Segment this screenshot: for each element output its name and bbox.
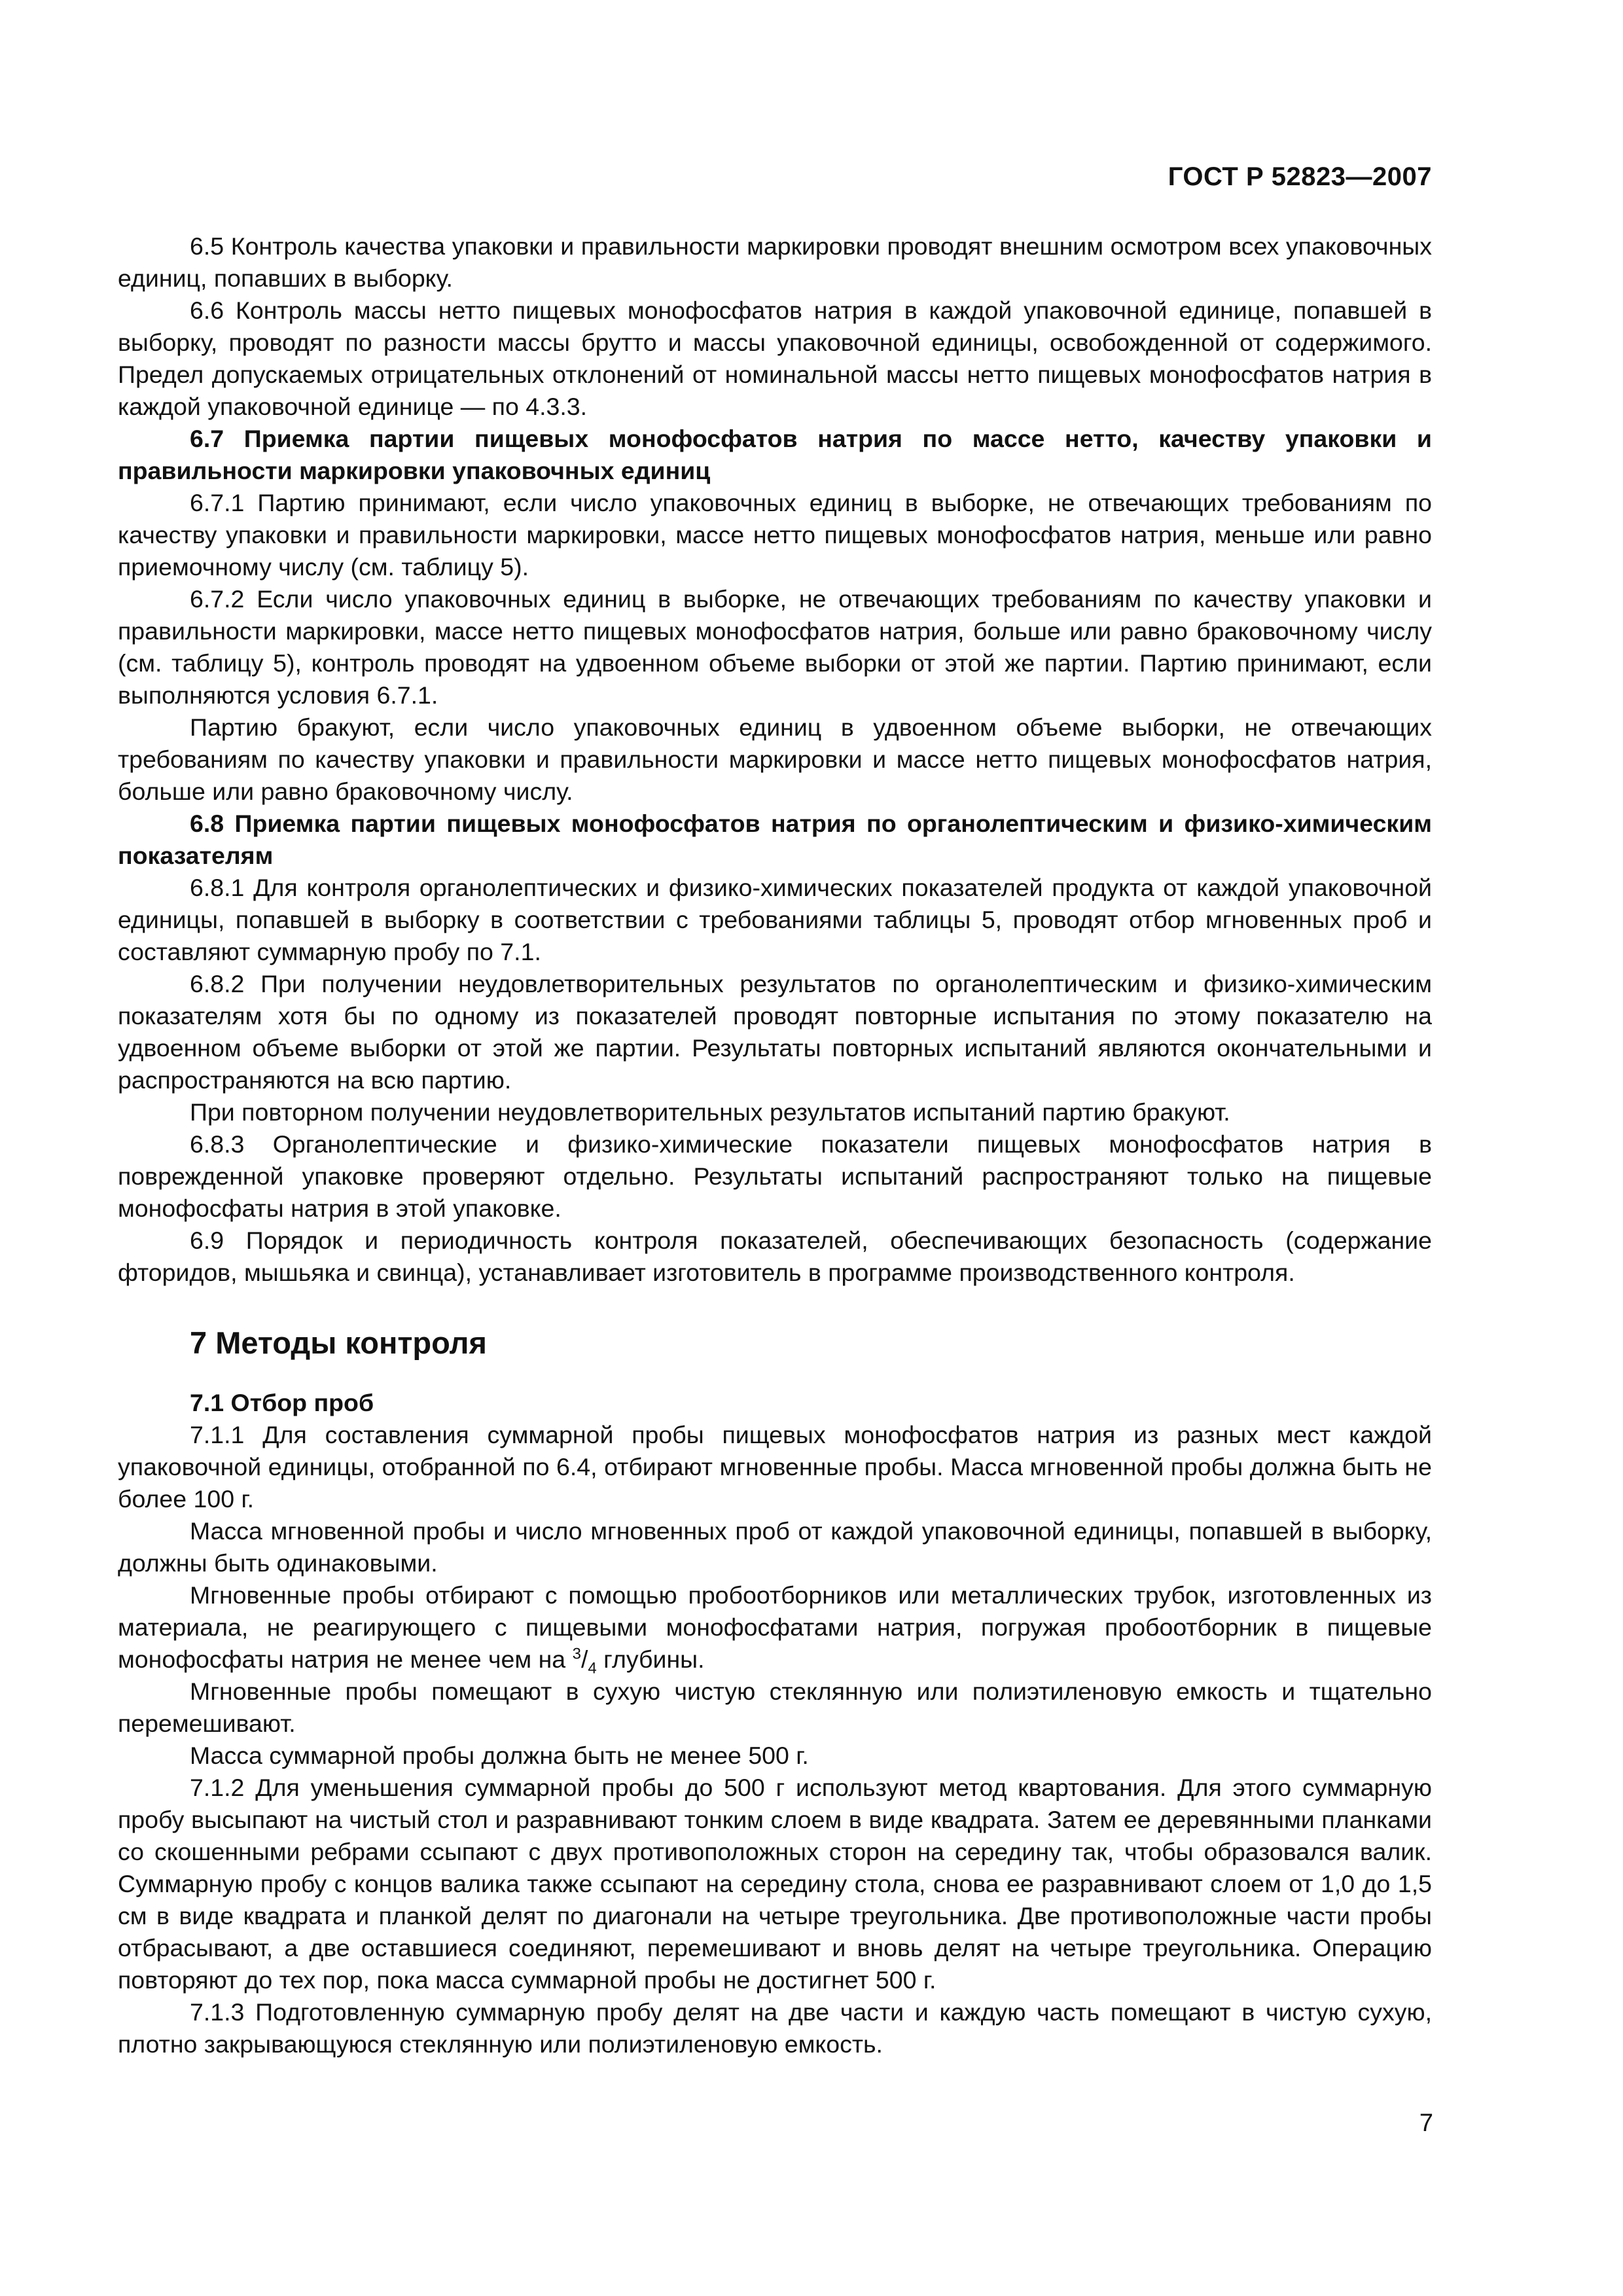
paragraph-p6-8-3: 6.8.3 Органолептические и физико-химические показатели пищевых монофосфатов натрия в поврежденной упаковке проверяют отдельно. Результаты испытаний распространяют только на пищевые монофосфаты натрия в этой упаковке. [118,1130,1432,1222]
paragraph-p6-9: 6.9 Порядок и периодичность контроля показателей, обеспечивающих безопасность (содержание фторидов, мышьяка и свинца), устанавливает изготовитель в программе производственного контроля. [118,1227,1432,1286]
paragraph-7-1-1-c [118,1579,1432,1676]
paragraph-7-1-1-c-text: Мгновенные пробы отбирают с помощью пробоотборников или металлических трубок, изготовленных из материала, не реагирующего с пищевыми монофосфатами натрия, погружая пробоотборник в пищевые монофосфаты натрия не менее чем на [118,1581,1432,1673]
document-code-header: ГОСТ Р 52823—2007 [1168,162,1432,191]
document-body [118,230,1432,2060]
section-6-paragraphs [118,230,1432,1289]
paragraph-p6-5: 6.5 Контроль качества упаковки и правильности маркировки проводят внешним осмотром всех упаковочных единиц, попавших в выборку. [118,232,1432,292]
paragraph-7-1-3: 7.1.3 Подготовленную суммарную пробу делят на две части и каждую часть помещают в чистую сухую, плотно закрывающуюся стеклянную или полиэтиленовую емкость. [118,1998,1432,2058]
paragraph-7-1-1: 7.1.1 Для составления суммарной пробы пищевых монофосфатов натрия из разных мест каждой упаковочной единицы, отобранной по 6.4, отбирают мгновенные пробы. Масса мгновенной пробы должна быть не более 100 г. [118,1421,1432,1513]
paragraph-p6-7-2: 6.7.2 Если число упаковочных единиц в выборке, не отвечающих требованиям по качеству упаковки и правильности маркировки, массе нетто пищевых монофосфатов натрия, больше или равно браковочному числу (см. таблицу 5), контроль проводят на удвоенном объеме выборки от этой же партии. Партию принимают, если выполняются условия 6.7.1. [118,585,1432,709]
paragraph-7-1-1-d: Мгновенные пробы помещают в сухую чистую стеклянную или полиэтиленовую емкость и тщательно перемешивают. [118,1677,1432,1737]
paragraph-7-1-1-b: Масса мгновенной пробы и число мгновенных проб от каждой упаковочной единицы, попавшей в выборку, должны быть одинаковыми. [118,1517,1432,1577]
section-7-title: 7 Методы контроля [190,1325,487,1360]
paragraph-p6-7-2b: Партию бракуют, если число упаковочных единиц в удвоенном объеме выборки, не отвечающих требованиям по качеству упаковки и правильности маркировки и массе нетто пищевых монофосфатов натрия, больше или равно браковочному числу. [118,713,1432,805]
paragraph-7-1-1-c-end: глубины. [596,1645,705,1673]
paragraph-7-1-1-e: Масса суммарной пробы должна быть не менее 500 г. [190,1742,809,1769]
paragraph-p6-6: 6.6 Контроль массы нетто пищевых монофосфатов натрия в каждой упаковочной единице, попавшей в выборку, проводят по разности массы брутто и массы упаковочной единицы, освобожденной от содержимого. Предел допускаемых отрицательных отклонений от номинальной массы нетто пищевых монофосфатов натрия в каждой упаковочной единице — по 4.3.3. [118,296,1432,420]
paragraph-p6-8-1: 6.8.1 Для контроля органолептических и физико-химических показателей продукта от каждой упаковочной единицы, попавшей в выборку в соответствии с требованиями таблицы 5, проводят отбор мгновенных проб и составляют суммарную пробу по 7.1. [118,874,1432,965]
fraction-numerator: 3 [572,1645,581,1663]
subsection-7-1-title: 7.1 Отбор проб [190,1389,374,1416]
paragraph-p6-7-1: 6.7.1 Партию принимают, если число упаковочных единиц в выборке, не отвечающих требованиям по качеству упаковки и правильности маркировки, массе нетто пищевых монофосфатов натрия, меньше или равно приемочному числу (см. таблицу 5). [118,489,1432,581]
paragraph-p6-7: 6.7 Приемка партии пищевых монофосфатов натрия по массе нетто, качеству упаковки и правильности маркировки упаковочных единиц [118,425,1432,484]
paragraph-7-1-2: 7.1.2 Для уменьшения суммарной пробы до 500 г используют метод квартования. Для этого суммарную пробу высыпают на чистый стол и разравнивают тонким слоем в виде квадрата. Затем ее деревянными планками со скошенными ребрами ссыпают с двух противоположных сторон на середину так, чтобы образовался валик. Суммарную пробу с концов валика также ссыпают на середину стола, снова ее разравнивают слоем от 1,0 до 1,5 см в виде квадрата и планкой делят по диагонали на четыре треугольника. Две противоположные части пробы отбрасывают, а две оставшиеся соединяют, перемешивают и вновь делят на четыре треугольника. Операцию повторяют до тех пор, пока масса суммарной пробы не достигнет 500 г. [118,1774,1432,1994]
paragraph-p6-8-2: 6.8.2 При получении неудовлетворительных результатов по органолептическим и физико-химическим показателям хотя бы по одному из показателей проводят повторные испытания по этому показателю на удвоенном объеме выборки от этой же партии. Результаты повторных испытаний являются окончательными и распространяются на всю партию. [118,970,1432,1094]
fraction-slash: / [580,1645,588,1673]
paragraph-p6-8-2b: При повторном получении неудовлетворительных результатов испытаний партию бракуют. [190,1098,1230,1126]
page-number: 7 [1419,2109,1433,2137]
paragraph-p6-8: 6.8 Приемка партии пищевых монофосфатов натрия по органолептическим и физико-химическим показателям [118,810,1432,869]
fraction-denominator: 4 [588,1659,597,1677]
